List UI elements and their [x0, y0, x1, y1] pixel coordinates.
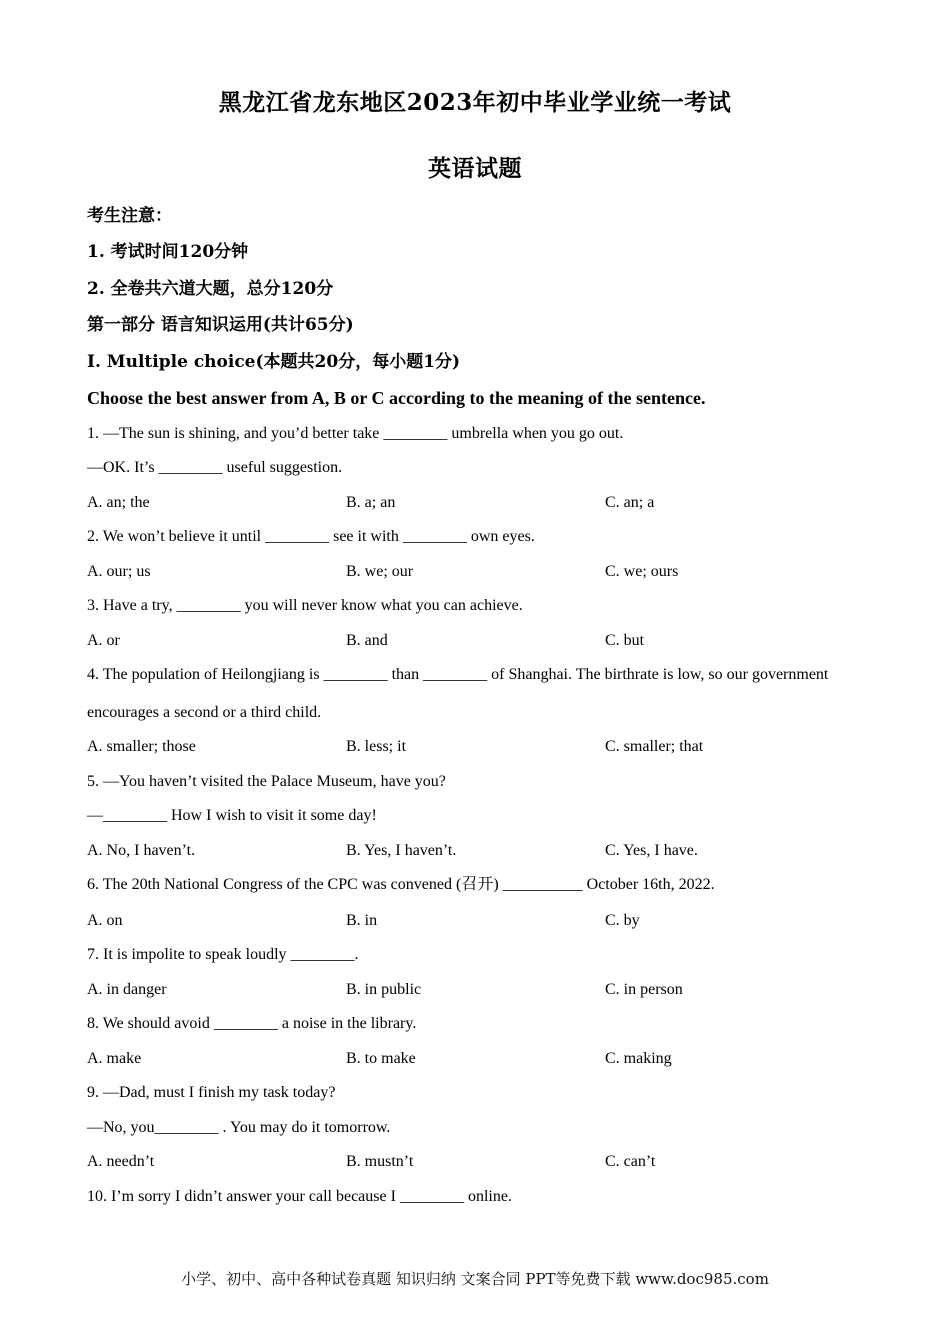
question-4-stem-2: encourages a second or a third child. [87, 704, 322, 721]
section-instruction: Choose the best answer from A, B or C according to the meaning of the sentence. [87, 388, 706, 408]
question-6-stem: 6. The 20th National Congress of the CPC was convened (召开) __________ October 16th, 2022. [87, 876, 715, 893]
section-title: Ⅰ. Multiple choice(本题共20分，每小题1分) [87, 352, 461, 372]
question-7-stem: 7. It is impolite to speak loudly ________. [87, 946, 359, 963]
notice-item-time: 1. 考试时间120分钟 [87, 242, 249, 262]
question-5-option-b: B. Yes, I haven’t. [346, 842, 457, 859]
question-6-option-a: A. on [87, 912, 123, 929]
question-4-stem: 4. The population of Heilongjiang is ________ than ________ of Shanghai. The birthrate is low, so our government [87, 666, 829, 683]
question-1-option-c: C. an; a [605, 494, 655, 511]
question-1-option-a: A. an; the [87, 494, 150, 511]
part-heading: 第一部分 语言知识运用(共计65分) [87, 315, 354, 335]
question-5-stem-2: —________ How I wish to visit it some day! [87, 807, 377, 824]
question-5-option-a: A. No, I haven’t. [87, 842, 196, 859]
question-4-option-c: C. smaller; that [605, 738, 704, 755]
page-title: 黑龙江省龙东地区2023年初中毕业学业统一考试 [218, 89, 732, 116]
notice-heading: 考生注意： [87, 206, 172, 226]
question-2-option-a: A. our; us [87, 563, 151, 580]
question-9-stem: 9. —Dad, must I finish my task today? [87, 1084, 336, 1101]
question-9-option-b: B. mustn’t [346, 1153, 414, 1170]
question-2-option-b: B. we; our [346, 563, 414, 580]
question-1-stem-2: —OK. It’s ________ useful suggestion. [87, 459, 343, 476]
question-3-option-b: B. and [346, 632, 388, 649]
question-9-option-a: A. needn’t [87, 1153, 155, 1170]
question-3-option-c: C. but [605, 632, 645, 649]
question-8-option-c: C. making [605, 1050, 672, 1067]
question-5-option-c: C. Yes, I have. [605, 842, 698, 859]
question-2-stem: 2. We won’t believe it until ________ see it with ________ own eyes. [87, 528, 535, 545]
question-6-option-b: B. in [346, 912, 378, 929]
page-subtitle: 英语试题 [428, 155, 522, 182]
question-5-stem: 5. —You haven’t visited the Palace Museum, have you? [87, 773, 446, 790]
question-6-option-c: C. by [605, 912, 640, 929]
question-10-stem: 10. I’m sorry I didn’t answer your call because I ________ online. [87, 1188, 512, 1205]
page-footer: 小学、初中、高中各种试卷真题 知识归纳 文案合同 PPT等免费下载 www.doc985.com [181, 1270, 769, 1288]
question-8-option-b: B. to make [346, 1050, 416, 1067]
question-9-stem-2: —No, you________ . You may do it tomorrow. [87, 1119, 391, 1136]
question-3-stem: 3. Have a try, ________ you will never know what you can achieve. [87, 597, 523, 614]
question-8-option-a: A. make [87, 1050, 142, 1067]
question-3-option-a: A. or [87, 632, 120, 649]
question-1-option-b: B. a; an [346, 494, 396, 511]
question-8-stem: 8. We should avoid ________ a noise in the library. [87, 1015, 417, 1032]
question-9-option-c: C. can’t [605, 1153, 656, 1170]
question-4-option-a: A. smaller; those [87, 738, 196, 755]
question-4-option-b: B. less; it [346, 738, 407, 755]
question-7-option-b: B. in public [346, 981, 422, 998]
notice-item-score: 2. 全卷共六道大题，总分120分 [87, 279, 334, 299]
question-7-option-a: A. in danger [87, 981, 167, 998]
question-2-option-c: C. we; ours [605, 563, 679, 580]
question-7-option-c: C. in person [605, 981, 683, 998]
question-1-stem: 1. —The sun is shining, and you’d better take ________ umbrella when you go out. [87, 425, 624, 442]
